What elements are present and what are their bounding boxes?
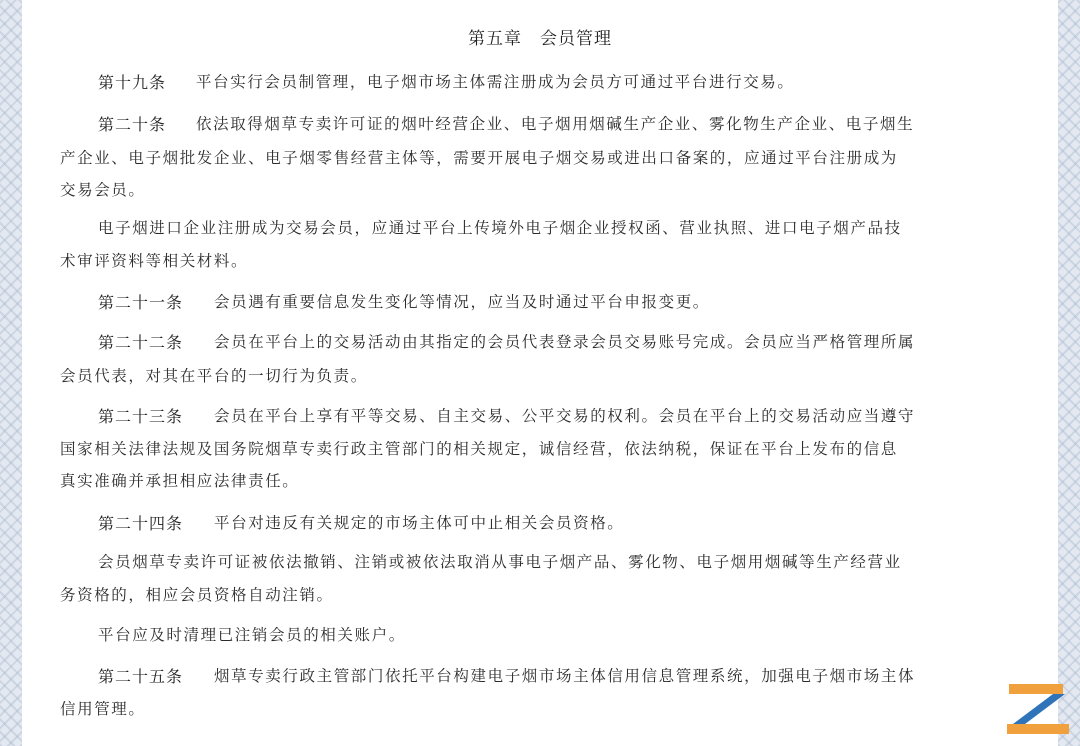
chapter-title: 第五章 会员管理	[468, 29, 612, 49]
article-24-para-2-line-1: 会员烟草专卖许可证被依法撤销、注销或被依法取消从事电子烟产品、雾化物、电子烟用烟碱等生产经营业	[98, 553, 902, 571]
article-25-label: 第二十五条	[98, 667, 184, 686]
article-25-line-1: 烟草专卖行政主管部门依托平台构建电子烟市场主体信用信息管理系统，加强电子烟市场主体	[214, 667, 916, 685]
article-23-label: 第二十三条	[98, 407, 184, 426]
article-24-line-1: 平台对违反有关规定的市场主体可中止相关会员资格。	[214, 514, 625, 532]
article-24-para-2-line-2: 务资格的，相应会员资格自动注销。	[60, 586, 334, 604]
document-page	[22, 0, 1058, 746]
z-logo-icon	[1003, 680, 1071, 736]
article-21-line-1: 会员遇有重要信息发生变化等情况，应当及时通过平台申报变更。	[214, 293, 710, 311]
decorative-border-left	[0, 0, 22, 746]
article-22-label: 第二十二条	[98, 333, 184, 352]
article-19-label: 第十九条	[98, 73, 167, 92]
article-24-para-3-line-1: 平台应及时清理已注销会员的相关账户。	[98, 626, 406, 644]
article-20-line-3: 交易会员。	[60, 181, 146, 199]
article-20-para-2-line-2: 术审评资料等相关材料。	[60, 252, 249, 270]
article-23-line-2: 国家相关法律法规及国务院烟草专卖行政主管部门的相关规定，诚信经营，依法纳税，保证在平台上发布的信息	[60, 440, 898, 458]
article-23-line-3: 真实准确并承担相应法律责任。	[60, 472, 300, 490]
article-21-label: 第二十一条	[98, 293, 184, 312]
article-24-label: 第二十四条	[98, 514, 184, 533]
decorative-border-right	[1058, 0, 1080, 746]
article-22-line-2: 会员代表，对其在平台的一切行为负责。	[60, 367, 368, 385]
article-20-label: 第二十条	[98, 115, 167, 134]
article-19-line-1: 平台实行会员制管理，电子烟市场主体需注册成为会员方可通过平台进行交易。	[196, 73, 795, 91]
article-25-line-2: 信用管理。	[60, 700, 146, 718]
article-22-line-1: 会员在平台上的交易活动由其指定的会员代表登录会员交易账号完成。会员应当严格管理所属	[214, 333, 916, 351]
article-20-line-1: 依法取得烟草专卖许可证的烟叶经营企业、电子烟用烟碱生产企业、雾化物生产企业、电子烟生	[196, 115, 915, 133]
article-20-line-2: 产企业、电子烟批发企业、电子烟零售经营主体等，需要开展电子烟交易或进出口备案的，应通过平台注册成为	[60, 149, 898, 167]
article-23-line-1: 会员在平台上享有平等交易、自主交易、公平交易的权利。会员在平台上的交易活动应当遵守	[214, 407, 916, 425]
article-20-para-2-line-1: 电子烟进口企业注册成为交易会员，应通过平台上传境外电子烟企业授权函、营业执照、进口电子烟产品技	[98, 219, 902, 237]
